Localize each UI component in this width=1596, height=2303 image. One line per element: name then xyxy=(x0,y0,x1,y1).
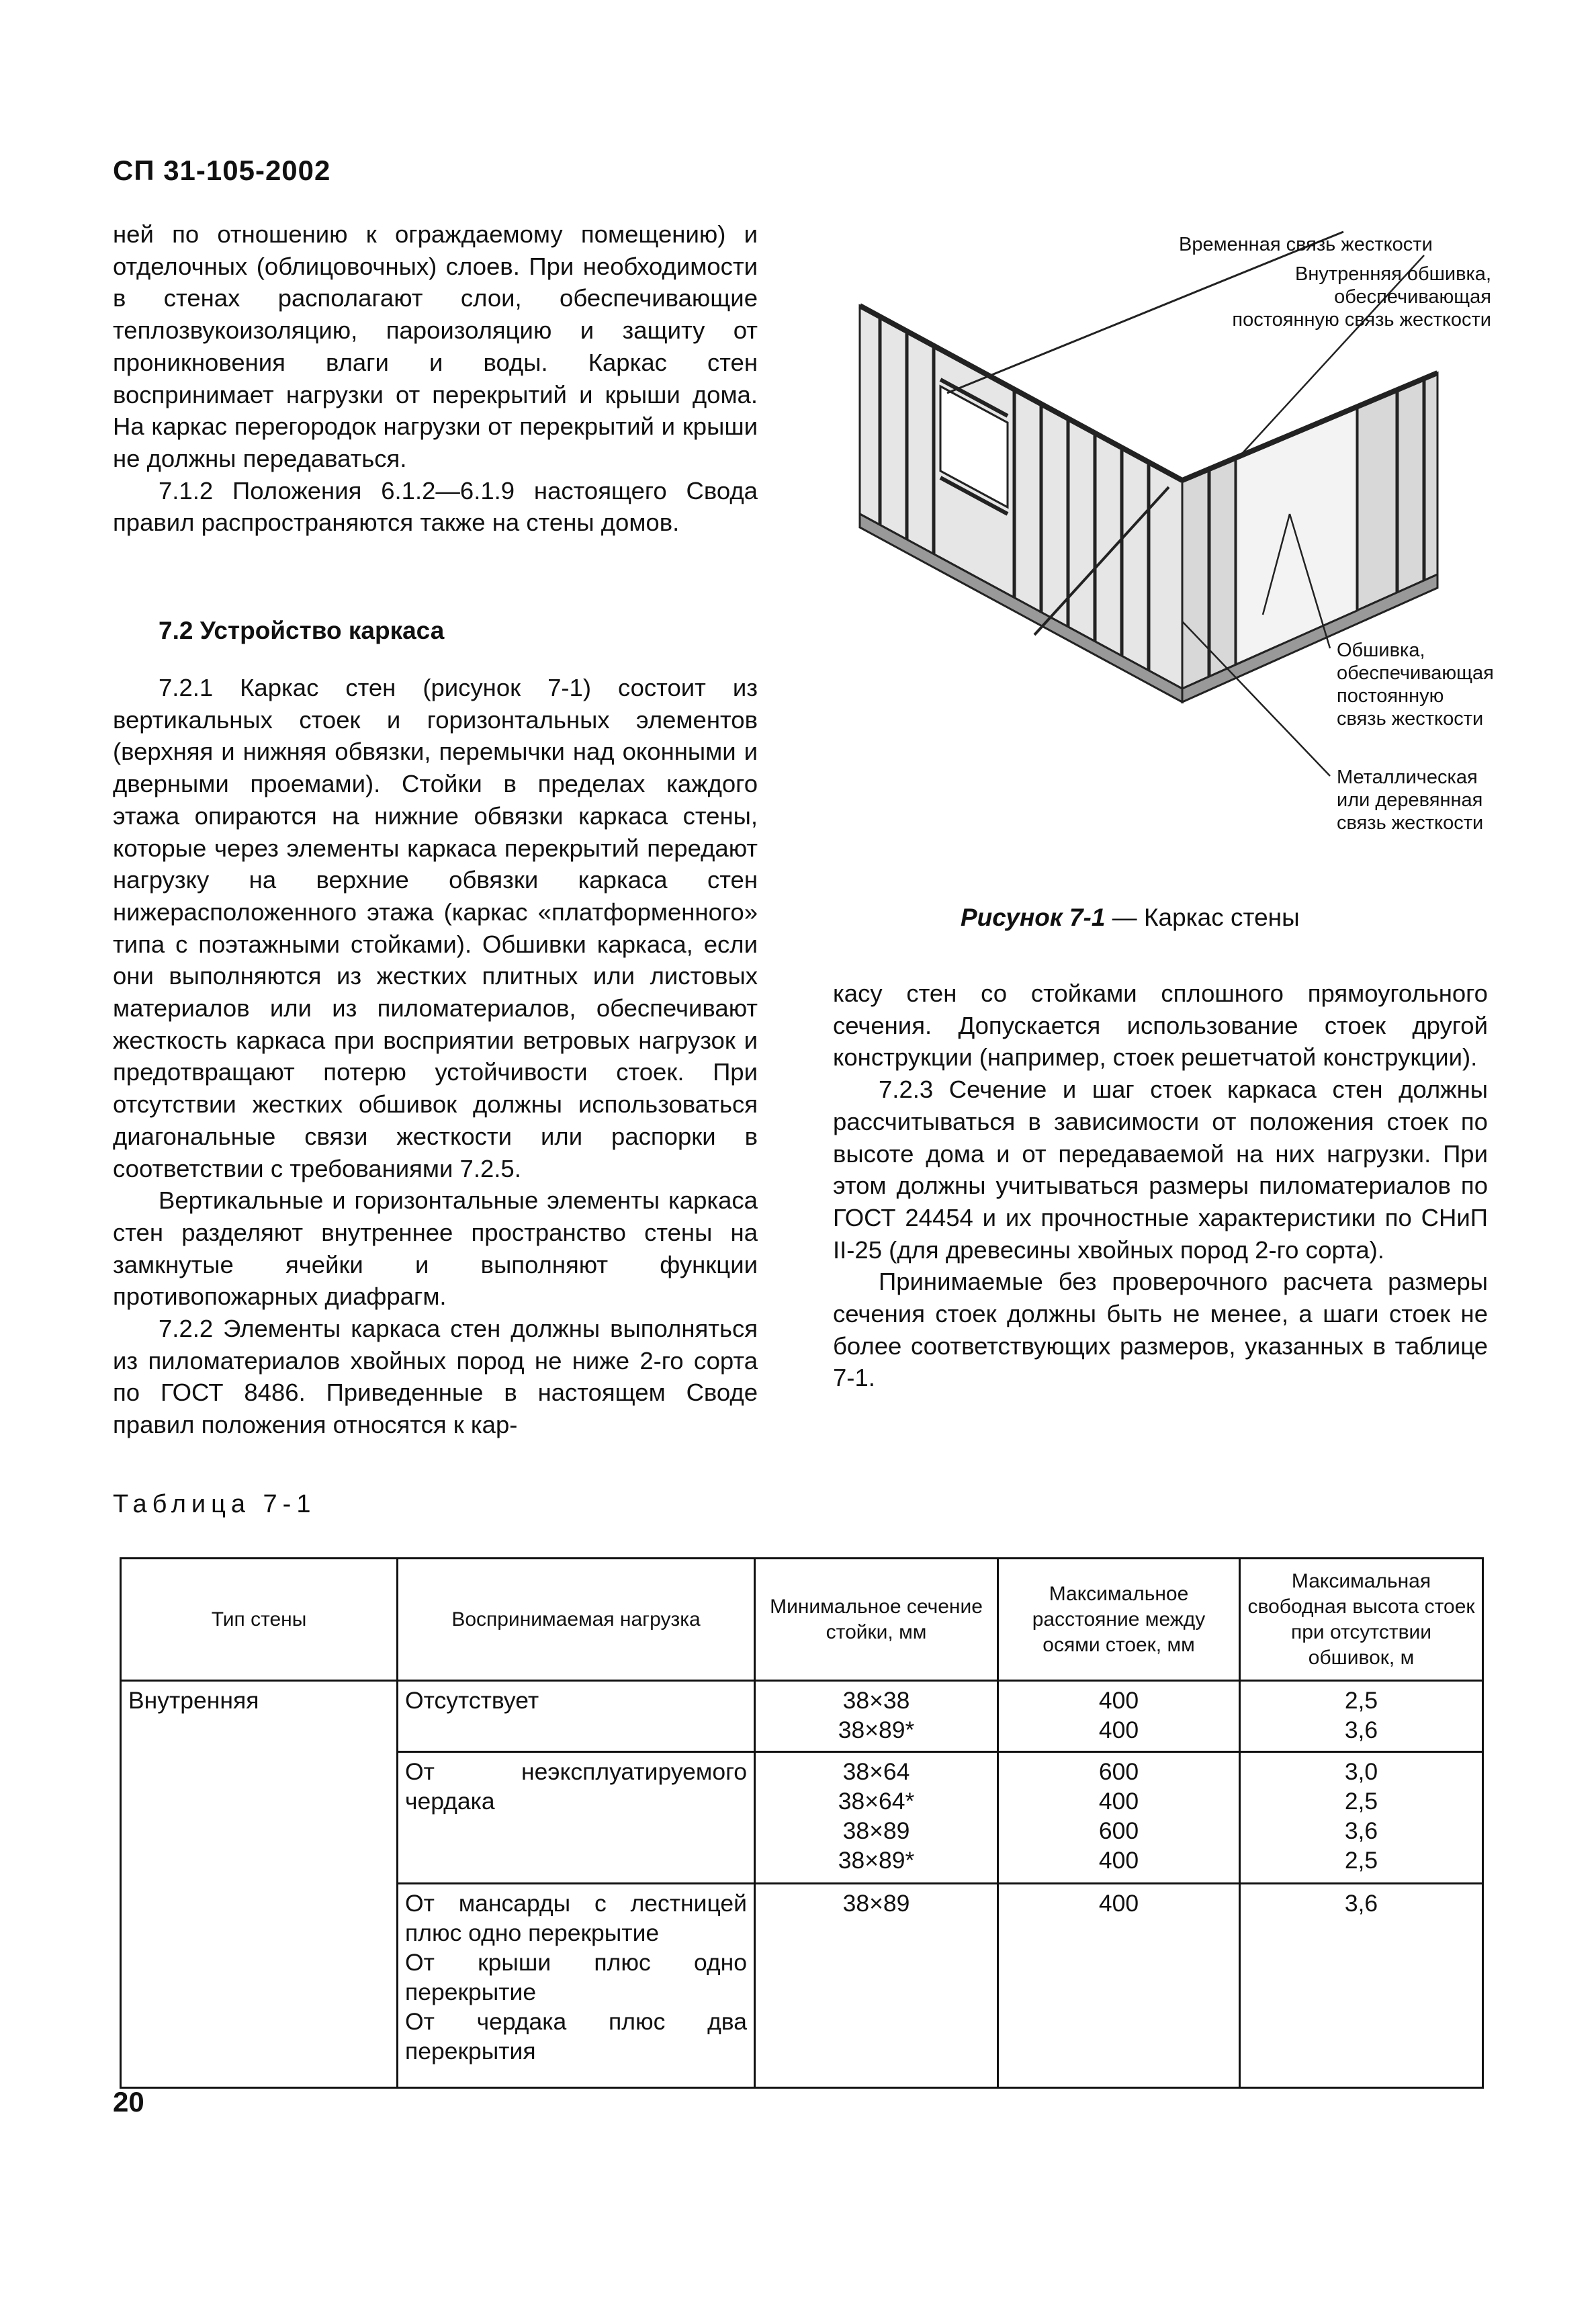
stud-table xyxy=(120,1557,1484,2089)
figure-caption-text: — Каркас стены xyxy=(1105,904,1300,931)
table-container xyxy=(120,1557,1484,2089)
cell-load: От мансарды с лестницей плюс одно перекрытие От крыши плюс одно перекрытие От чердака плюс два перекрытия xyxy=(398,1884,755,2088)
figure-caption-label: Рисунок 7-1 xyxy=(961,904,1106,931)
cell-height: 3,0 2,5 3,6 2,5 xyxy=(1240,1752,1483,1884)
right-column xyxy=(833,977,1488,1394)
header-wall-type: Тип стены xyxy=(121,1559,398,1681)
cell-load: От неэксплуатируемого чердака xyxy=(398,1752,755,1884)
cell-height: 3,6 xyxy=(1240,1884,1483,2088)
cell-load: Отсутствует xyxy=(398,1681,755,1752)
header-height: Максимальная свободная высота стоек при отсутствии обшивок, м xyxy=(1240,1559,1483,1681)
cell-section: 38×64 38×64* 38×89 38×89* xyxy=(755,1752,998,1884)
left-column-bottom xyxy=(113,672,758,1441)
paragraph: Вертикальные и горизонтальные элементы каркаса стен разделяют внутреннее пространство стены на замкнутые ячейки и выполняют функции противопожарных диафрагм. xyxy=(113,1186,758,1311)
paragraph: ней по отношению к ограждаемому помещению) и отделочных (облицовочных) слоев. При необходимости в стенах располагают слои, обеспечивающие теплозвукоизоляцию, пароизоляцию и защиту от проникновения влаги и воды. Каркас стен воспринимает нагрузки от перекрытий и крыши дома. На каркас перегородок нагрузки от перекрытий и крыши не должны передаваться. xyxy=(113,220,758,472)
cell-section: 38×38 38×89* xyxy=(755,1681,998,1752)
left-column-top xyxy=(113,218,758,539)
paragraph: 7.2.3 Сечение и шаг стоек каркаса стен должны рассчитываться в зависимости от положения стоек по высоте дома и от передаваемой на них нагрузки. При этом должны учитываться размеры пиломатериалов по ГОСТ 24454 и их прочностные характеристики по СНиП II-25 (для древесины хвойных пород 2-го сорта). xyxy=(833,1076,1488,1264)
cell-spacing: 400 400 xyxy=(998,1681,1240,1752)
cell-spacing: 600 400 600 400 xyxy=(998,1752,1240,1884)
figure-caption xyxy=(961,904,1300,932)
figure-wall-frame xyxy=(833,218,1505,890)
page-number: 20 xyxy=(113,2086,144,2118)
table-row xyxy=(121,1681,1483,1752)
cell-section: 38×89 xyxy=(755,1884,998,2088)
header-section: Минимальное сечение стойки, мм xyxy=(755,1559,998,1681)
label-sheathing: Обшивка, обеспечивающая постоянную связь жесткости xyxy=(1337,640,1494,730)
cell-wall-type: Внутренняя xyxy=(121,1681,398,2088)
label-inner-sheathing: Внутренняя обшивка, обеспечивающая постоянную связь жесткости xyxy=(1232,263,1491,331)
header-spacing: Максимальное расстояние между осями стоек, мм xyxy=(998,1559,1240,1681)
paragraph: 7.2.1 Каркас стен (рисунок 7-1) состоит из вертикальных стоек и горизонтальных элементов (верхняя и нижняя обвязки, перемычки над оконными и дверными проемами). Стойки в пределах каждого этажа опираются на нижние обвязки каркаса стены, которые через элементы каркаса перекрытий передают нагрузку на верхние обвязки каркаса стен нижерасположенного этажа (каркас «платформенного» типа с поэтажными стойками). Обшивки каркаса, если они выполняются из жестких плитных или листовых материалов или из пиломатериалов, обеспечивают жесткость каркаса при восприятии ветровых нагрузок и предотвращают потерю устойчивости стоек. При отсутствии жестких обшивок должны использоваться диагональные связи жесткости или распорки в соответствии с требованиями 7.2.5. xyxy=(113,674,758,1182)
header-load: Воспринимаемая нагрузка xyxy=(398,1559,755,1681)
paragraph: 7.1.2 Положения 6.1.2—6.1.9 настоящего Свода правил распространяются также на стены домов. xyxy=(113,476,758,537)
table-title: Таблица 7-1 xyxy=(113,1490,316,1518)
label-temporary-brace: Временная связь жесткости xyxy=(1179,234,1433,255)
label-metal-brace: Металлическая или деревянная связь жесткости xyxy=(1337,767,1484,834)
document-code: СП 31-105-2002 xyxy=(113,155,331,186)
paragraph: касу стен со стойками сплошного прямоугольного сечения. Допускается использование стоек другой конструкции (например, стоек решетчатой конструкции). xyxy=(833,980,1488,1072)
table-header-row xyxy=(121,1559,1483,1681)
section-heading: 7.2 Устройство каркаса xyxy=(159,617,445,644)
cell-height: 2,5 3,6 xyxy=(1240,1681,1483,1752)
paragraph: Принимаемые без проверочного расчета размеры сечения стоек должны быть не менее, а шаги стоек не более соответствующих размеров, указанных в таблице 7-1. xyxy=(833,1268,1488,1392)
paragraph: 7.2.2 Элементы каркаса стен должны выполняться из пиломатериалов хвойных пород не ниже 2-го сорта по ГОСТ 8486. Приведенные в настоящем Своде правил положения относятся к кар- xyxy=(113,1315,758,1439)
cell-spacing: 400 xyxy=(998,1884,1240,2088)
